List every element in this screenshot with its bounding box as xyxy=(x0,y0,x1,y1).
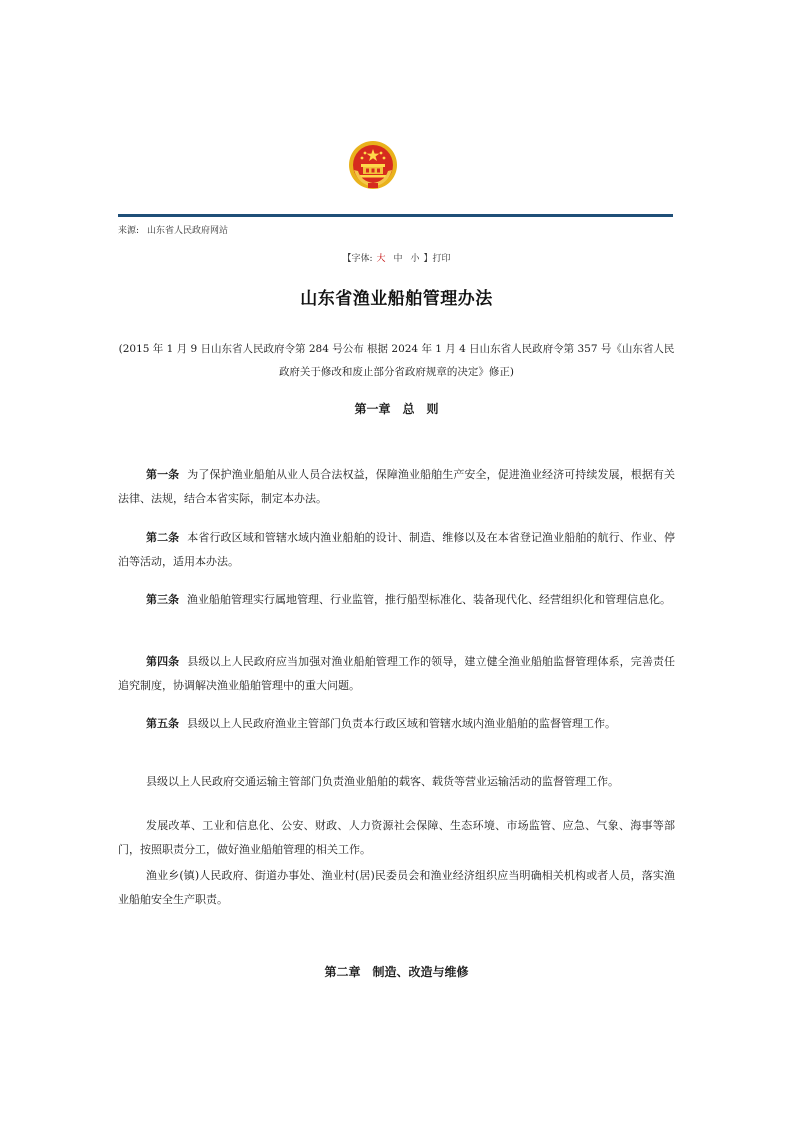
article-number: 第二条 xyxy=(146,531,180,544)
revision-note: (2015 年 1 月 9 日山东省人民政府令第 284 号公布 根据 2024 年 1 月 4 日山东省人民政府令第 357 号《山东省人民政府关于修改和废止部分省政府规章的决定》修正) xyxy=(118,343,675,378)
article-text: 渔业船舶管理实行属地管理、行业监管，推行船型标准化、装备现代化、经营组织化和管理信息化。 xyxy=(187,593,671,606)
font-large-link[interactable]: 大 xyxy=(376,254,386,264)
print-link[interactable]: 打印 xyxy=(432,254,451,264)
source-value: 山东省人民政府网站 xyxy=(147,226,229,236)
article-5-paragraph-4: 渔业乡(镇)人民政府、街道办事处、渔业村(居)民委员会和渔业经济组织应当明确相关机构或者人员，落实渔业船舶安全生产职责。 xyxy=(118,869,675,906)
article-text: 本省行政区域和管辖水域内渔业船舶的设计、制造、维修以及在本省登记渔业船舶的航行、作业、停泊等活动，适用本办法。 xyxy=(118,531,676,568)
article-5 xyxy=(118,712,675,736)
document-title: 山东省渔业船舶管理办法 xyxy=(300,289,493,309)
font-medium-link[interactable]: 中 xyxy=(393,254,403,264)
article-text: 县级以上人民政府应当加强对渔业船舶管理工作的领导，建立健全渔业船舶监督管理体系，完善责任追究制度，协调解决渔业船舶管理中的重大问题。 xyxy=(118,655,676,692)
article-4 xyxy=(118,650,675,698)
source-label: 来源: xyxy=(118,226,140,236)
article-number: 第三条 xyxy=(146,593,179,606)
article-5-paragraph-2: 县级以上人民政府交通运输主管部门负责渔业船舶的载客、载货等营业运输活动的监督管理工作。 xyxy=(146,775,619,788)
article-number: 第五条 xyxy=(146,717,179,730)
article-1 xyxy=(118,463,675,511)
header-divider xyxy=(118,214,673,217)
article-number: 第一条 xyxy=(146,468,180,481)
article-3 xyxy=(118,588,675,612)
article-5-paragraph-3: 发展改革、工业和信息化、公安、财政、人力资源社会保障、生态环境、市场监管、应急、气象、海事等部门，按照职责分工，做好渔业船舶管理的相关工作。 xyxy=(118,819,675,856)
source-line xyxy=(118,223,228,236)
chapter-two-heading: 第二章 制造、改造与维修 xyxy=(324,965,469,979)
font-switch-prefix: 【字体: xyxy=(342,254,373,264)
article-number: 第四条 xyxy=(146,655,180,668)
font-small-link[interactable]: 小 xyxy=(410,254,420,264)
chapter-one-heading: 第一章 总 则 xyxy=(354,402,439,416)
article-text: 为了保护渔业船舶从业人员合法权益，保障渔业船舶生产安全，促进渔业经济可持续发展，根据有关法律、法规，结合本省实际，制定本办法。 xyxy=(118,468,676,505)
font-switch-suffix: 】 xyxy=(423,254,433,264)
article-2 xyxy=(118,526,675,574)
national-emblem-icon xyxy=(348,140,398,190)
font-size-switcher xyxy=(0,251,793,264)
article-text: 县级以上人民政府渔业主管部门负责本行政区域和管辖水域内渔业船舶的监督管理工作。 xyxy=(187,717,616,730)
